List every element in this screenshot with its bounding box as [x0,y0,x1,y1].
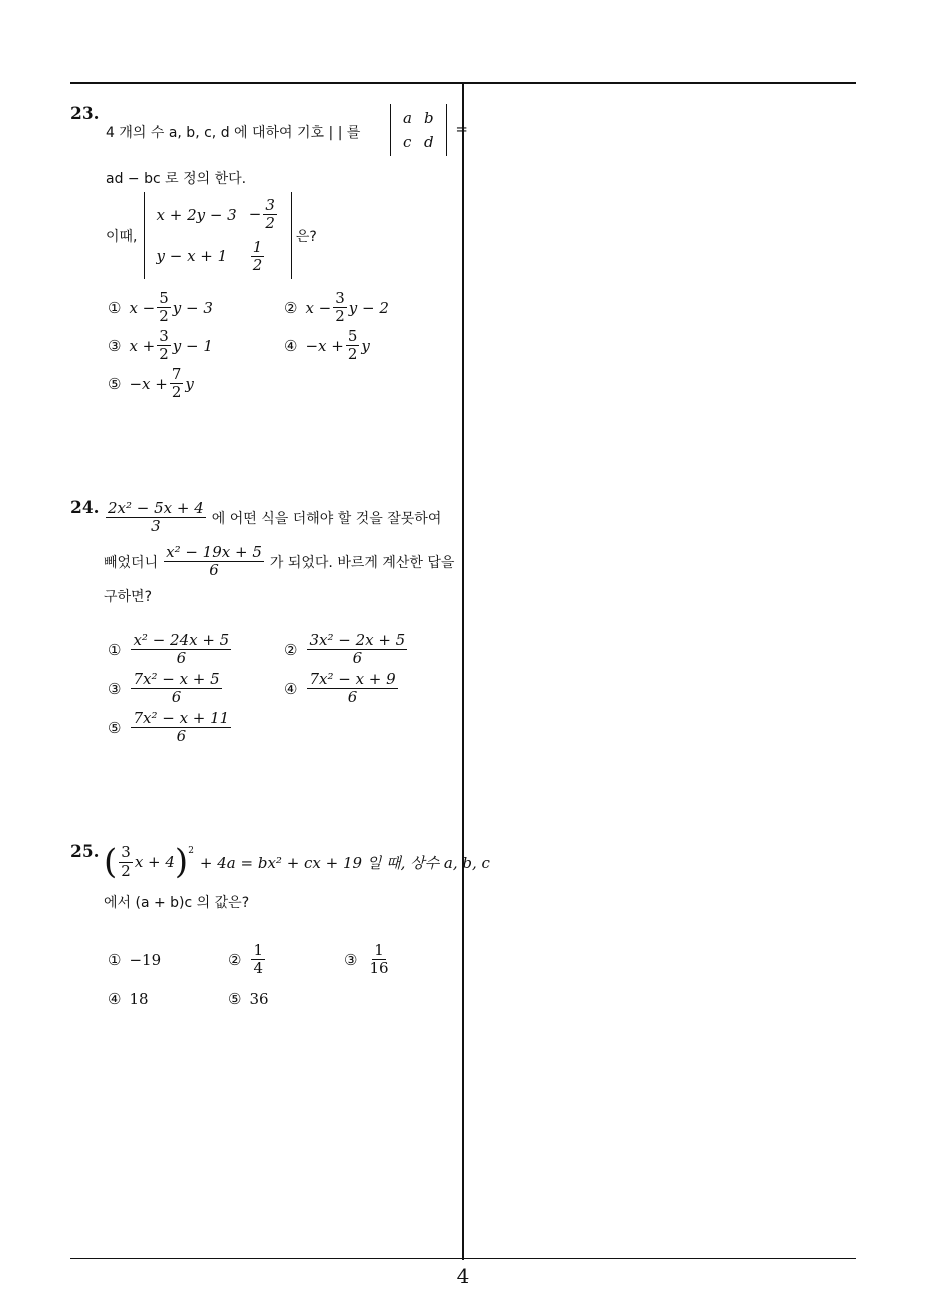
option-den: 6 [171,688,182,707]
option-mark: ④ [284,679,298,698]
question-23-text-3: 이때, [106,228,138,245]
q23-option-1[interactable] [108,290,213,326]
option-den: 4 [253,959,263,978]
option-mark: ② [228,950,242,969]
matrix-m11: x + 2y − 3 [156,205,237,224]
option-post: y [361,336,370,355]
det-a: a [403,109,412,127]
option-mark: ① [108,298,122,317]
option-num: 5 [159,289,169,307]
option-mark: ② [284,640,298,659]
option-value: −19 [129,951,162,969]
question-25-line-1 [104,842,490,882]
q24-fraction-1-den: 3 [151,517,161,536]
q25-option-5[interactable] [228,990,269,1008]
q25-rest: + 4a = bx² + cx + 19 일 때, 상수 a, b, c [199,853,490,872]
matrix-m22-den: 2 [252,255,263,274]
option-post: y [185,374,194,393]
option-post: y − 2 [348,298,389,317]
q25-option-1[interactable] [108,951,161,969]
option-pre: x + [129,336,156,355]
q25-option-4[interactable] [108,990,149,1008]
option-den: 2 [171,383,182,402]
option-mark: ② [284,298,298,317]
option-num: 1 [253,941,263,959]
option-den: 2 [335,307,345,326]
det-b: b [423,109,434,127]
question-23-text-1: 4 개의 수 a, b, c, d 에 대하여 기호 | | 를 [106,125,361,141]
option-pre: x − [129,298,156,317]
option-den: 6 [176,727,187,746]
q23-option-5[interactable] [108,366,194,402]
q25-fraction-den: 2 [121,861,131,880]
q24-fraction-2-num: x² − 19x + 5 [166,543,262,561]
q25-fraction-num: 3 [121,843,131,862]
q24-fraction-1-num: 2x² − 5x + 4 [108,499,204,517]
q24-option-1[interactable] [108,632,233,668]
option-den: 2 [159,307,169,326]
option-mark: ① [108,640,122,659]
det-d: d [423,133,434,151]
q25-exponent: 2 [188,846,194,856]
bottom-rule [70,1258,856,1259]
q24-option-3[interactable] [108,671,224,707]
question-24-number: 24. [70,498,100,518]
q25-inner: x + 4 [134,853,175,871]
matrix-m12-sign: − [248,204,262,223]
equals-sign: = [455,120,468,138]
option-den: 2 [347,345,358,364]
option-pre: −x + [129,374,168,393]
option-den: 16 [369,959,389,978]
option-mark: ③ [344,950,358,969]
question-24-text-2a: 빼었더니 [104,554,159,571]
option-num: 3 [335,289,345,307]
option-post: y − 1 [172,336,213,355]
question-24-text-2b: 가 되었다. 바르게 계산한 답을 [269,554,455,571]
q24-option-5[interactable] [108,710,233,746]
question-24-text-1: 에 어떤 식을 더해야 할 것을 잘못하여 [211,510,442,527]
option-num: 7x² − x + 5 [133,670,220,688]
question-23-matrix-line [106,192,317,279]
option-num: 1 [374,941,384,959]
option-num: 7x² − x + 11 [133,709,230,727]
question-23-text-4: 은? [295,228,317,245]
q24-option-4[interactable] [284,671,400,707]
matrix-m21: y − x + 1 [156,247,228,266]
option-num: 3 [159,327,169,345]
option-value: 36 [249,990,269,1008]
det-c: c [403,133,412,151]
option-mark: ⑤ [108,374,122,393]
matrix-m12-den: 2 [265,214,275,233]
option-den: 6 [352,649,363,668]
option-pre: −x + [305,336,344,355]
question-24-text-3: 구하면? [104,589,153,605]
column-divider [462,82,464,1260]
option-mark: ④ [108,990,122,1008]
question-23-det-definition [390,104,468,156]
page-number: 4 [456,1264,470,1288]
option-mark: ③ [108,336,122,355]
option-num: 7 [171,365,182,383]
option-mark: ④ [284,336,298,355]
option-pre: x − [305,298,332,317]
option-mark: ⑤ [228,990,242,1008]
option-num: 5 [347,327,358,345]
left-paren: ( [104,842,118,882]
question-23-text-2: ad − bc 로 정의 한다. [106,171,247,187]
question-25-text-2: 에서 (a + b)c 의 값은? [104,895,250,911]
question-25-number: 25. [70,842,100,862]
option-den: 6 [176,649,187,668]
option-value: 18 [129,990,149,1008]
matrix-m22-num: 1 [252,237,263,256]
question-24-line-1 [104,500,441,536]
q24-fraction-2-den: 6 [209,561,219,580]
question-23-number: 23. [70,104,100,124]
question-24-line-2 [104,544,454,580]
option-num: 7x² − x + 9 [309,670,396,688]
q23-option-2[interactable] [284,290,389,326]
right-paren: ) [174,842,189,882]
matrix-m12-num: 3 [265,196,275,214]
option-den: 2 [159,345,169,364]
option-num: x² − 24x + 5 [133,631,230,649]
q23-option-3[interactable] [108,328,213,364]
option-mark: ⑤ [108,718,122,737]
q25-option-2[interactable] [228,942,267,978]
option-mark: ③ [108,679,122,698]
option-num: 3x² − 2x + 5 [309,631,406,649]
q23-option-4[interactable] [284,328,370,364]
option-mark: ① [108,951,122,969]
option-den: 6 [347,688,358,707]
option-post: y − 3 [172,298,213,317]
q24-option-2[interactable] [284,632,409,668]
q25-option-3[interactable] [344,942,393,978]
